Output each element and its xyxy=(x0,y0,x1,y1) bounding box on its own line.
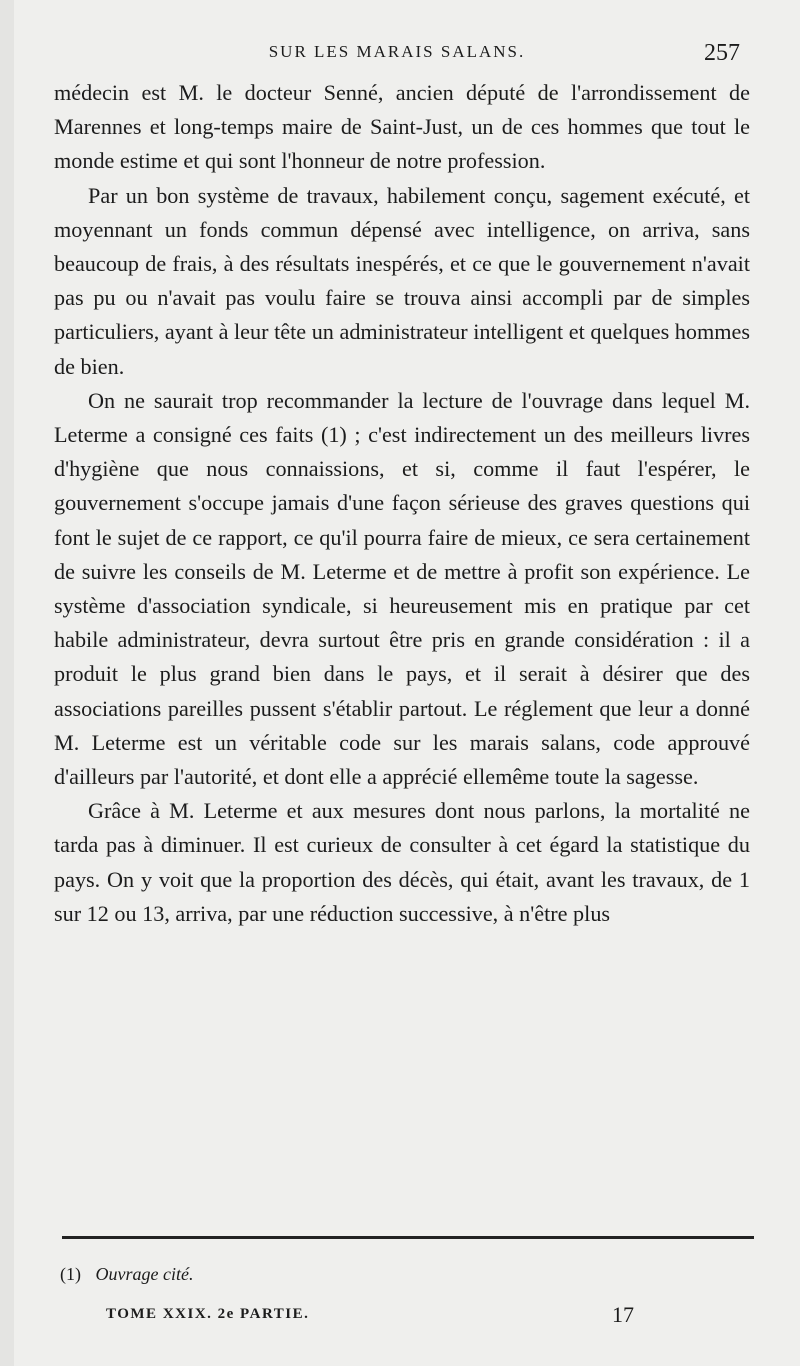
page-number: 257 xyxy=(704,40,740,66)
paragraph-4: Grâce à M. Leterme et aux mesures dont nous parlons, la mortalité ne tarda pas à diminuer. Il est curieux de consulter à cet égard la statistique du pays. On y voit que la proportion des décès, qui était, avant les travaux, de 1 sur 12 ou 13, arriva, par une réduction successive, à n'être plus xyxy=(54,798,750,926)
signature-number: 17 xyxy=(612,1302,634,1327)
footnote xyxy=(60,1264,193,1285)
paragraph-1: médecin est M. le docteur Senné, ancien député de l'arrondissement de Marennes et long-temps maire de Saint-Just, un de ces hommes que tout le monde estime et qui sont l'honneur de notre profession. xyxy=(54,80,750,174)
footnote-rule xyxy=(62,1236,754,1239)
footnote-marker: (1) xyxy=(60,1264,81,1284)
paragraph-2: Par un bon système de travaux, habilement conçu, sagement exécuté, et moyennant un fonds commun dépensé avec intelligence, on arriva, sans beaucoup de frais, à des résultats inespérés, et ce que le gouvernement n'avait pas pu ou n'avait pas voulu faire se trouva ainsi accompli par de simples particuliers, ayant à leur tête un administrateur intelligent et quelques hommes de bien. xyxy=(54,182,750,379)
running-head xyxy=(54,40,740,70)
running-title: SUR LES MARAIS SALANS. xyxy=(268,42,526,61)
volume-signature: TOME XXIX. 2e PARTIE. xyxy=(106,1306,310,1322)
paragraph-3: On ne saurait trop recommander la lecture de l'ouvrage dans lequel M. Leterme a consigné ces faits (1) ; c'est indirectement un des meilleurs livres d'hygiène que nous connaissions, et si, comme il faut l'espérer, le gouvernement s'occupe jamais d'une façon sérieuse des graves questions qui font le sujet de ce rapport, ce qu'il pourra faire de mieux, ce sera certainement de suivre les conseils de M. Leterme et de mettre à profit son expérience. Le système d'association syndicale, si heureusement mis en pratique par cet habile administrateur, devra surtout être pris en grande considération : il a produit le plus grand bien dans le pays, et il serait à désirer que des associations pareilles pussent s'établir partout. Le réglement que leur a donné M. Leterme est un véritable code sur les marais salans, code approuvé d'ailleurs par l'autorité, et dont elle a apprécié ellemême toute la sagesse. xyxy=(54,387,750,790)
body-text xyxy=(54,76,750,931)
footnote-text: Ouvrage cité. xyxy=(95,1264,194,1284)
